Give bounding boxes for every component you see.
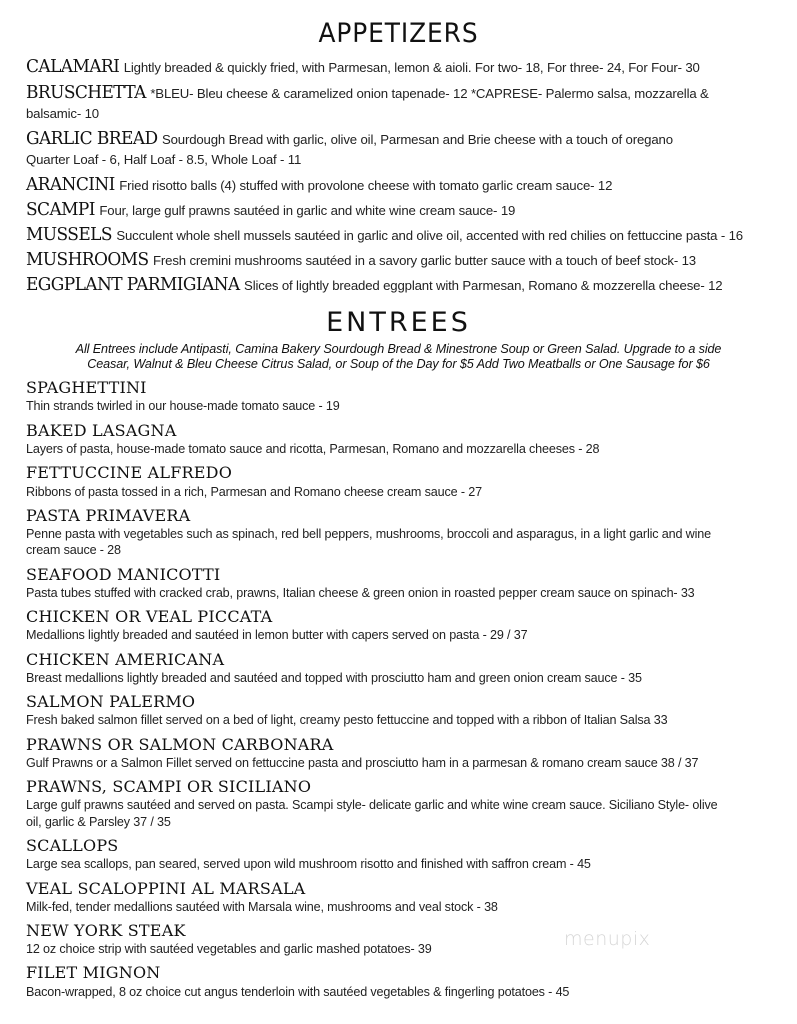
entree-desc-baked-lasagna: Layers of pasta, house-made tomato sauce and ricotta, Parmesan, Romano and mozzarella cheeses - 28 [26, 442, 600, 456]
item-description-continued: Quarter Loaf - 6, Half Loaf - 8.5, Whole Loaf - 11 [26, 152, 302, 167]
entree-desc-prawns-scampi-or-siciliano-continued: oil, garlic & Parsley 37 / 35 [26, 815, 171, 829]
entree-name-prawns-or-salmon-carbonara: PRAWNS OR SALMON CARBONARA [26, 735, 334, 754]
entrees-heading: ENTREES [326, 307, 471, 338]
item-description: *BLEU- Bleu cheese & caramelized onion tapenade- 12 *CAPRESE- Palermo salsa, mozzarella & [150, 86, 709, 101]
appetizer-item-garlic-bread [26, 128, 673, 150]
item-name: MUSSELS [26, 224, 112, 246]
entree-name-new-york-steak: NEW YORK STEAK [26, 921, 186, 940]
item-description: Sourdough Bread with garlic, olive oil, Parmesan and Brie cheese with a touch of oregano [161, 132, 673, 147]
entree-desc-veal-scaloppini-al-marsala: Milk-fed, tender medallions sautéed with Marsala wine, mushrooms and veal stock - 38 [26, 900, 498, 914]
entree-desc-chicken-or-veal-piccata: Medallions lightly breaded and sautéed in lemon butter with capers served on pasta - 29 / 37 [26, 628, 528, 642]
entree-name-baked-lasagna: BAKED LASAGNA [26, 421, 177, 440]
entree-name-spaghettini: SPAGHETTINI [26, 378, 147, 397]
item-name: BRUSCHETTA [26, 82, 146, 104]
entree-name-prawns-scampi-or-siciliano: PRAWNS, SCAMPI OR SICILIANO [26, 777, 312, 796]
item-name: GARLIC BREAD [26, 128, 158, 150]
entree-desc-prawns-or-salmon-carbonara: Gulf Prawns or a Salmon Fillet served on fettuccine pasta and prosciutto ham in a parmesan & romano cream sauce 38 / 37 [26, 756, 699, 770]
entree-name-filet-mignon: FILET MIGNON [26, 963, 161, 982]
entree-name-fettuccine-alfredo: FETTUCCINE ALFREDO [26, 463, 233, 482]
entree-desc-fettuccine-alfredo: Ribbons of pasta tossed in a rich, Parmesan and Romano cheese cream sauce - 27 [26, 485, 482, 499]
appetizer-item-eggplant-parmigiana [26, 274, 723, 296]
appetizer-item-mussels [26, 224, 743, 246]
item-description-continued: balsamic- 10 [26, 106, 99, 121]
appetizers-heading: APPETIZERS [318, 18, 479, 49]
entree-desc-chicken-americana: Breast medallions lightly breaded and sautéed and topped with prosciutto ham and green onion cream sauce - 35 [26, 671, 642, 685]
entrees-note-line-1: All Entrees include Antipasti, Camina Bakery Sourdough Bread & Minestrone Soup or Green Salad. Upgrade to a side [75, 342, 722, 356]
item-description: Fried risotto balls (4) stuffed with provolone cheese with tomato garlic cream sauce- 12 [119, 178, 613, 193]
appetizer-item-scampi [26, 199, 516, 221]
item-description: Slices of lightly breaded eggplant with Parmesan, Romano & mozzerella cheese- 12 [244, 278, 723, 293]
appetizer-item-mushrooms [26, 249, 696, 271]
item-description: Four, large gulf prawns sautéed in garlic and white wine cream sauce- 19 [99, 203, 516, 218]
entree-desc-seafood-manicotti: Pasta tubes stuffed with cracked crab, prawns, Italian cheese & green onion in roasted pepper cream sauce on spinach- 33 [26, 586, 695, 600]
entree-name-pasta-primavera: PASTA PRIMAVERA [26, 506, 191, 525]
entree-desc-spaghettini: Thin strands twirled in our house-made tomato sauce - 19 [26, 399, 340, 413]
entree-name-chicken-americana: CHICKEN AMERICANA [26, 650, 225, 669]
item-name: EGGPLANT PARMIGIANA [26, 274, 240, 296]
entree-desc-prawns-scampi-or-siciliano: Large gulf prawns sautéed and served on pasta. Scampi style- delicate garlic and white wine cream sauce. Siciliano Style- olive [26, 798, 718, 812]
entree-name-seafood-manicotti: SEAFOOD MANICOTTI [26, 565, 221, 584]
entree-name-chicken-or-veal-piccata: CHICKEN OR VEAL PICCATA [26, 607, 273, 626]
appetizer-item-calamari [26, 56, 700, 78]
item-description: Fresh cremini mushrooms sautéed in a savory garlic butter sauce with a touch of beef stock- 13 [153, 253, 696, 268]
entree-desc-scallops: Large sea scallops, pan seared, served upon wild mushroom risotto and finished with saffron cream - 45 [26, 857, 591, 871]
item-name: CALAMARI [26, 56, 120, 78]
appetizer-item-arancini [26, 174, 613, 196]
entree-name-salmon-palermo: SALMON PALERMO [26, 692, 196, 711]
item-name: SCAMPI [26, 199, 95, 221]
item-description: Succulent whole shell mussels sautéed in garlic and olive oil, accented with red chilies on fettuccine pasta - 16 [116, 228, 743, 243]
entree-desc-filet-mignon: Bacon-wrapped, 8 oz choice cut angus tenderloin with sautéed vegetables & fingerling potatoes - 45 [26, 985, 570, 999]
entree-desc-pasta-primavera-continued: cream sauce - 28 [26, 543, 121, 557]
entree-name-scallops: SCALLOPS [26, 836, 119, 855]
item-description: Lightly breaded & quickly fried, with Parmesan, lemon & aioli. For two- 18, For three- 24, For Four- 30 [123, 60, 700, 75]
entree-desc-pasta-primavera: Penne pasta with vegetables such as spinach, red bell peppers, mushrooms, broccoli and asparagus, in a light garlic and wine [26, 527, 711, 541]
entree-name-veal-scaloppini-al-marsala: VEAL SCALOPPINI AL MARSALA [26, 879, 306, 898]
appetizer-item-bruschetta [26, 82, 709, 104]
item-name: MUSHROOMS [26, 249, 149, 271]
item-name: ARANCINI [26, 174, 115, 196]
entree-desc-new-york-steak: 12 oz choice strip with sautéed vegetables and garlic mashed potatoes- 39 [26, 942, 432, 956]
entrees-note-line-2: Ceasar, Walnut & Bleu Cheese Citrus Salad, or Soup of the Day for $5 Add Two Meatballs or One Sausage for $6 [87, 357, 710, 371]
watermark-logo: menupix [564, 928, 651, 950]
entree-desc-salmon-palermo: Fresh baked salmon fillet served on a bed of light, creamy pesto fettuccine and topped with a ribbon of Italian Salsa 33 [26, 713, 668, 727]
